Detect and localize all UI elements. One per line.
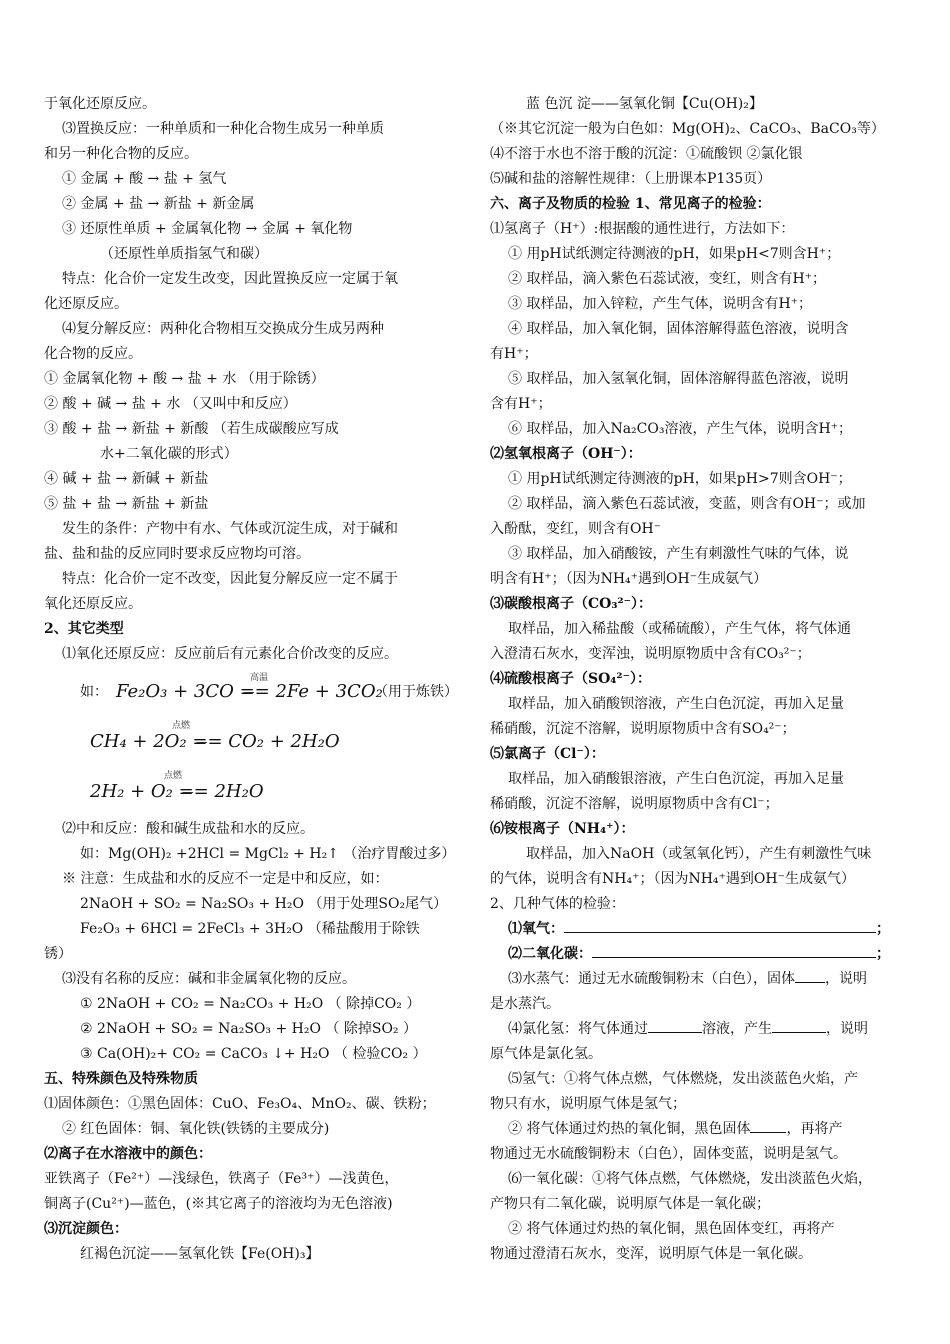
- text-line: 铜离子(Cu²⁺)—蓝色，(※其它离子的溶液均为无色溶液): [44, 1196, 393, 1212]
- text-line: ③ 取样品，加入锌粒，产生气体，说明含有H⁺；: [508, 296, 813, 312]
- text-line: ④ 取样品，加入氧化铜，固体溶解得蓝色溶液，说明含: [508, 321, 849, 337]
- gas-test-hydrogen-cont: 物只有水，说明原气体是氢气；: [490, 1096, 686, 1112]
- text-line: ⑸碱和盐的溶解性规律：（上册课本P135页）: [490, 171, 772, 187]
- text-line: ⑤ 盐 + 盐 → 新盐 + 新盐: [44, 496, 209, 512]
- reaction-condition: 高温: [250, 673, 269, 683]
- text-line: ① 2NaOH + CO₂ = Na₂CO₃ + H₂O （ 除掉CO₂ ）: [80, 996, 421, 1012]
- fill-blank[interactable]: [564, 918, 876, 933]
- text-line: ② 取样品，滴入紫色石蕊试液，变蓝，则含有OH⁻；或加: [508, 496, 866, 512]
- text-line: 取样品，加入稀盐酸（或稀硫酸），产生气体，将气体通: [508, 621, 851, 637]
- formula-note: （用于炼铁）: [374, 684, 458, 700]
- text-line: 特点：化合价一定发生改变，因此置换反应一定属于氧: [62, 271, 398, 287]
- gas-test-co-cont: 产物只有二氧化碳，说明原气体是一氧化碳；: [490, 1196, 770, 1212]
- text-line: 如：Mg(OH)₂ +2HCl = MgCl₂ + H₂↑ （治疗胃酸过多）: [80, 846, 456, 862]
- text-line: ⑷复分解反应：两种化合物相互交换成分生成另两种: [62, 321, 384, 337]
- gas-test-co2: ⑵二氧化碳： ；: [490, 942, 908, 967]
- gas-test-co-2: ② 将气体通过灼热的氧化铜，黑色固体变红，再将产: [508, 1221, 835, 1237]
- text-line: 盐、盐和盐的反应同时要求反应物均可溶。: [44, 546, 310, 562]
- text-line: ① 金属氧化物 + 酸 → 盐 + 水 （用于除锈）: [44, 371, 325, 387]
- text-line: ③ Ca(OH)₂+ CO₂ = CaCO₃ ↓+ H₂O （ 检验CO₂ ）: [80, 1046, 427, 1062]
- text-line: ① 用pH试纸测定待测液的pH，如果pH>7则含OH⁻；: [508, 471, 852, 487]
- text-line: 氧化还原反应。: [44, 596, 142, 612]
- text-line: 2NaOH + SO₂ = Na₂SO₃ + H₂O （用于处理SO₂尾气）: [80, 896, 448, 912]
- text-line: 化合物的反应。: [44, 346, 142, 362]
- text-line: 六、离子及物质的检验 1、常见离子的检验：: [490, 196, 771, 212]
- text-line: 入酚酞，变红，则含有OH⁻: [490, 521, 662, 537]
- left-text-block: [44, 92, 462, 667]
- left-column: [44, 92, 462, 1267]
- text-line: ⑵离子在水溶液中的颜色：: [44, 1146, 212, 1162]
- text-line: 和另一种化合物的反应。: [44, 146, 198, 162]
- text-line: ③ 酸 + 盐 → 新盐 + 新酸 （若生成碳酸应写成: [44, 421, 339, 437]
- text-line: ⑸氯离子（Cl⁻）：: [490, 746, 605, 762]
- formula-methane-combustion: [44, 717, 462, 767]
- text-line: ③ 取样品，加入硝酸铵，产生有刺激性气味的气体，说: [508, 546, 849, 562]
- text-line: 蓝 色沉 淀——氢氧化铜【Cu(OH)₂】: [526, 96, 763, 112]
- text-line: 含有H⁺；: [490, 396, 552, 412]
- gas-test-hydrogen-2: ② 将气体通过灼热的氧化铜，黑色固体 ，再将产: [490, 1117, 908, 1142]
- text-line: ④ 碱 + 盐 → 新碱 + 新盐: [44, 471, 209, 487]
- text-line: 取样品，加入NaOH（或氢氧化钙），产生有刺激性气味: [526, 846, 872, 862]
- text-line: ⑴氢离子（H⁺）:根据酸的通性进行，方法如下：: [490, 221, 795, 237]
- gas-test-water-cont: 是水蒸汽。: [490, 996, 560, 1012]
- text-line: ⑶碳酸根离子（CO₃²⁻）：: [490, 596, 652, 612]
- fill-blank[interactable]: [592, 943, 876, 958]
- text-line: ② 2NaOH + SO₂ = Na₂SO₃ + H₂O （ 除掉SO₂ ）: [80, 1021, 417, 1037]
- fill-blank[interactable]: [772, 1018, 826, 1033]
- fill-blank[interactable]: [750, 1118, 786, 1133]
- gas-test-hydrogen: ⑸氢气：①将气体点燃，气体燃烧，发出淡蓝色火焰，产: [508, 1071, 858, 1087]
- text-line: 稀硝酸，沉淀不溶解，说明原物质中含有Cl⁻；: [490, 796, 779, 812]
- text-line: 取样品，加入硝酸银溶液，产生白色沉淀，再加入足量: [508, 771, 844, 787]
- text-line: ⑹铵根离子（NH₄⁺）：: [490, 821, 635, 837]
- text-line: ② 取样品，滴入紫色石蕊试液，变红，则含有H⁺；: [508, 271, 827, 287]
- text-line: ※ 注意：生成盐和水的反应不一定是中和反应，如：: [62, 871, 389, 887]
- gas-test-co-2-cont: 物通过澄清石灰水，变浑，说明原气体是一氧化碳。: [490, 1246, 812, 1262]
- text-line: ① 用pH试纸测定待测液的pH，如果pH<7则含H⁺；: [508, 246, 841, 262]
- text-line: ② 金属 + 盐 → 新盐 + 新金属: [62, 196, 255, 212]
- formula-hydrogen-combustion: [44, 767, 462, 817]
- left-text-block-2: [44, 817, 462, 1267]
- fill-blank[interactable]: [648, 1018, 702, 1033]
- gas-test-hcl: ⑷氯化氢：将气体通过 溶液，产生 ，说明: [490, 1017, 908, 1042]
- reaction-condition: 点燃: [172, 721, 191, 731]
- text-line: 五、特殊颜色及特殊物质: [44, 1071, 198, 1087]
- text-line: ⑷硫酸根离子（SO₄²⁻）：: [490, 671, 651, 687]
- chemical-equation: Fe₂O₃ + 3CO =̶= 2Fe + 3CO₂: [116, 681, 383, 702]
- gas-test-co: ⑹一氧化碳：①将气体点燃，气体燃烧，发出淡蓝色火焰，: [508, 1171, 872, 1187]
- gas-test-hydrogen-2-cont: 物通过无水硫酸铜粉末（白色），固体变蓝，说明是氢气。: [490, 1146, 847, 1162]
- right-column: [490, 92, 908, 1267]
- gas-test-oxygen: ⑴氧气： ；: [490, 917, 908, 942]
- text-line: 亚铁离子（Fe²⁺）—浅绿色，铁离子（Fe³⁺）—浅黄色，: [44, 1171, 399, 1187]
- text-line: 发生的条件：产物中有水、气体或沉淀生成，对于碱和: [62, 521, 398, 537]
- text-line: ⑷不溶于水也不溶于酸的沉淀：①硫酸钡 ②氯化银: [490, 146, 803, 162]
- chemical-equation: 2H₂ + O₂ =̶= 2H₂O: [90, 781, 264, 802]
- text-line: ⑴固体颜色：①黑色固体：CuO、Fe₃O₄、MnO₂、碳、铁粉；: [44, 1096, 436, 1112]
- text-line: 稀硝酸，沉淀不溶解，说明原物质中含有SO₄²⁻；: [490, 721, 796, 737]
- formula-iron-smelting: [44, 667, 462, 717]
- text-line: ⑵中和反应：酸和碱生成盐和水的反应。: [62, 821, 314, 837]
- text-line: ⑶没有名称的反应：碱和非金属氧化物的反应。: [62, 971, 356, 987]
- text-line: ⑤ 取样品，加入氢氧化铜，固体溶解得蓝色溶液，说明: [508, 371, 849, 387]
- text-line: ⑶沉淀颜色：: [44, 1221, 128, 1237]
- text-line: 锈）: [44, 946, 72, 962]
- text-line: ① 金属 + 酸 → 盐 + 氢气: [62, 171, 227, 187]
- text-line: 2、其它类型: [44, 621, 124, 637]
- text-line: （※其它沉淀一般为白色如：Mg(OH)₂、CaCO₃、BaCO₃等）: [490, 121, 885, 137]
- text-line: ⑴氧化还原反应：反应前后有元素化合价改变的反应。: [62, 646, 398, 662]
- text-line: 明含有H⁺；（因为NH₄⁺遇到OH⁻生成氨气）: [490, 571, 768, 587]
- text-line: 水+二氧化碳的形式）: [100, 446, 238, 462]
- text-line: 2、几种气体的检验：: [490, 896, 625, 912]
- text-line: 有H⁺；: [490, 346, 538, 362]
- reaction-condition: 点燃: [164, 771, 183, 781]
- text-line: 入澄清石灰水，变浑浊，说明原物质中含有CO₃²⁻；: [490, 646, 811, 662]
- text-line: ⑥ 取样品，加入Na₂CO₃溶液，产生气体，说明含H⁺；: [508, 421, 853, 437]
- text-line: ⑶置换反应：一种单质和一种化合物生成另一种单质: [62, 121, 384, 137]
- text-line: ⑵氢氧根离子（OH⁻）：: [490, 446, 642, 462]
- text-line: ② 红色固体：铜、氧化铁(铁锈的主要成分): [62, 1121, 330, 1137]
- text-line: ③ 还原性单质 + 金属氧化物 → 金属 + 氧化物: [62, 221, 353, 237]
- text-line: （还原性单质指氢气和碳）: [100, 246, 268, 262]
- text-line: 于氧化还原反应。: [44, 96, 156, 112]
- gas-test-water: ⑶水蒸气：通过无水硫酸铜粉末（白色），固体 ，说明: [490, 967, 908, 992]
- text-line: 红褐色沉淀——氢氧化铁【Fe(OH)₃】: [80, 1246, 320, 1262]
- text-line: 特点：化合价一定不改变，因此复分解反应一定不属于: [62, 571, 398, 587]
- formula-prefix: 如：: [80, 684, 108, 700]
- gas-test-hcl-cont: 原气体是氯化氢。: [490, 1046, 602, 1062]
- text-line: 的气体，说明含有NH₄⁺；（因为NH₄⁺遇到OH⁻生成氨气）: [490, 871, 855, 887]
- right-text-block: [490, 92, 908, 917]
- fill-blank[interactable]: [795, 968, 825, 983]
- text-line: Fe₂O₃ + 6HCl = 2FeCl₃ + 3H₂O （稀盐酸用于除铁: [80, 921, 420, 937]
- text-line: ② 酸 + 碱 → 盐 + 水 （又叫中和反应）: [44, 396, 297, 412]
- text-line: 化还原反应。: [44, 296, 128, 312]
- text-line: 取样品，加入硝酸钡溶液，产生白色沉淀，再加入足量: [508, 696, 844, 712]
- chemical-equation: CH₄ + 2O₂ =̶= CO₂ + 2H₂O: [90, 731, 340, 752]
